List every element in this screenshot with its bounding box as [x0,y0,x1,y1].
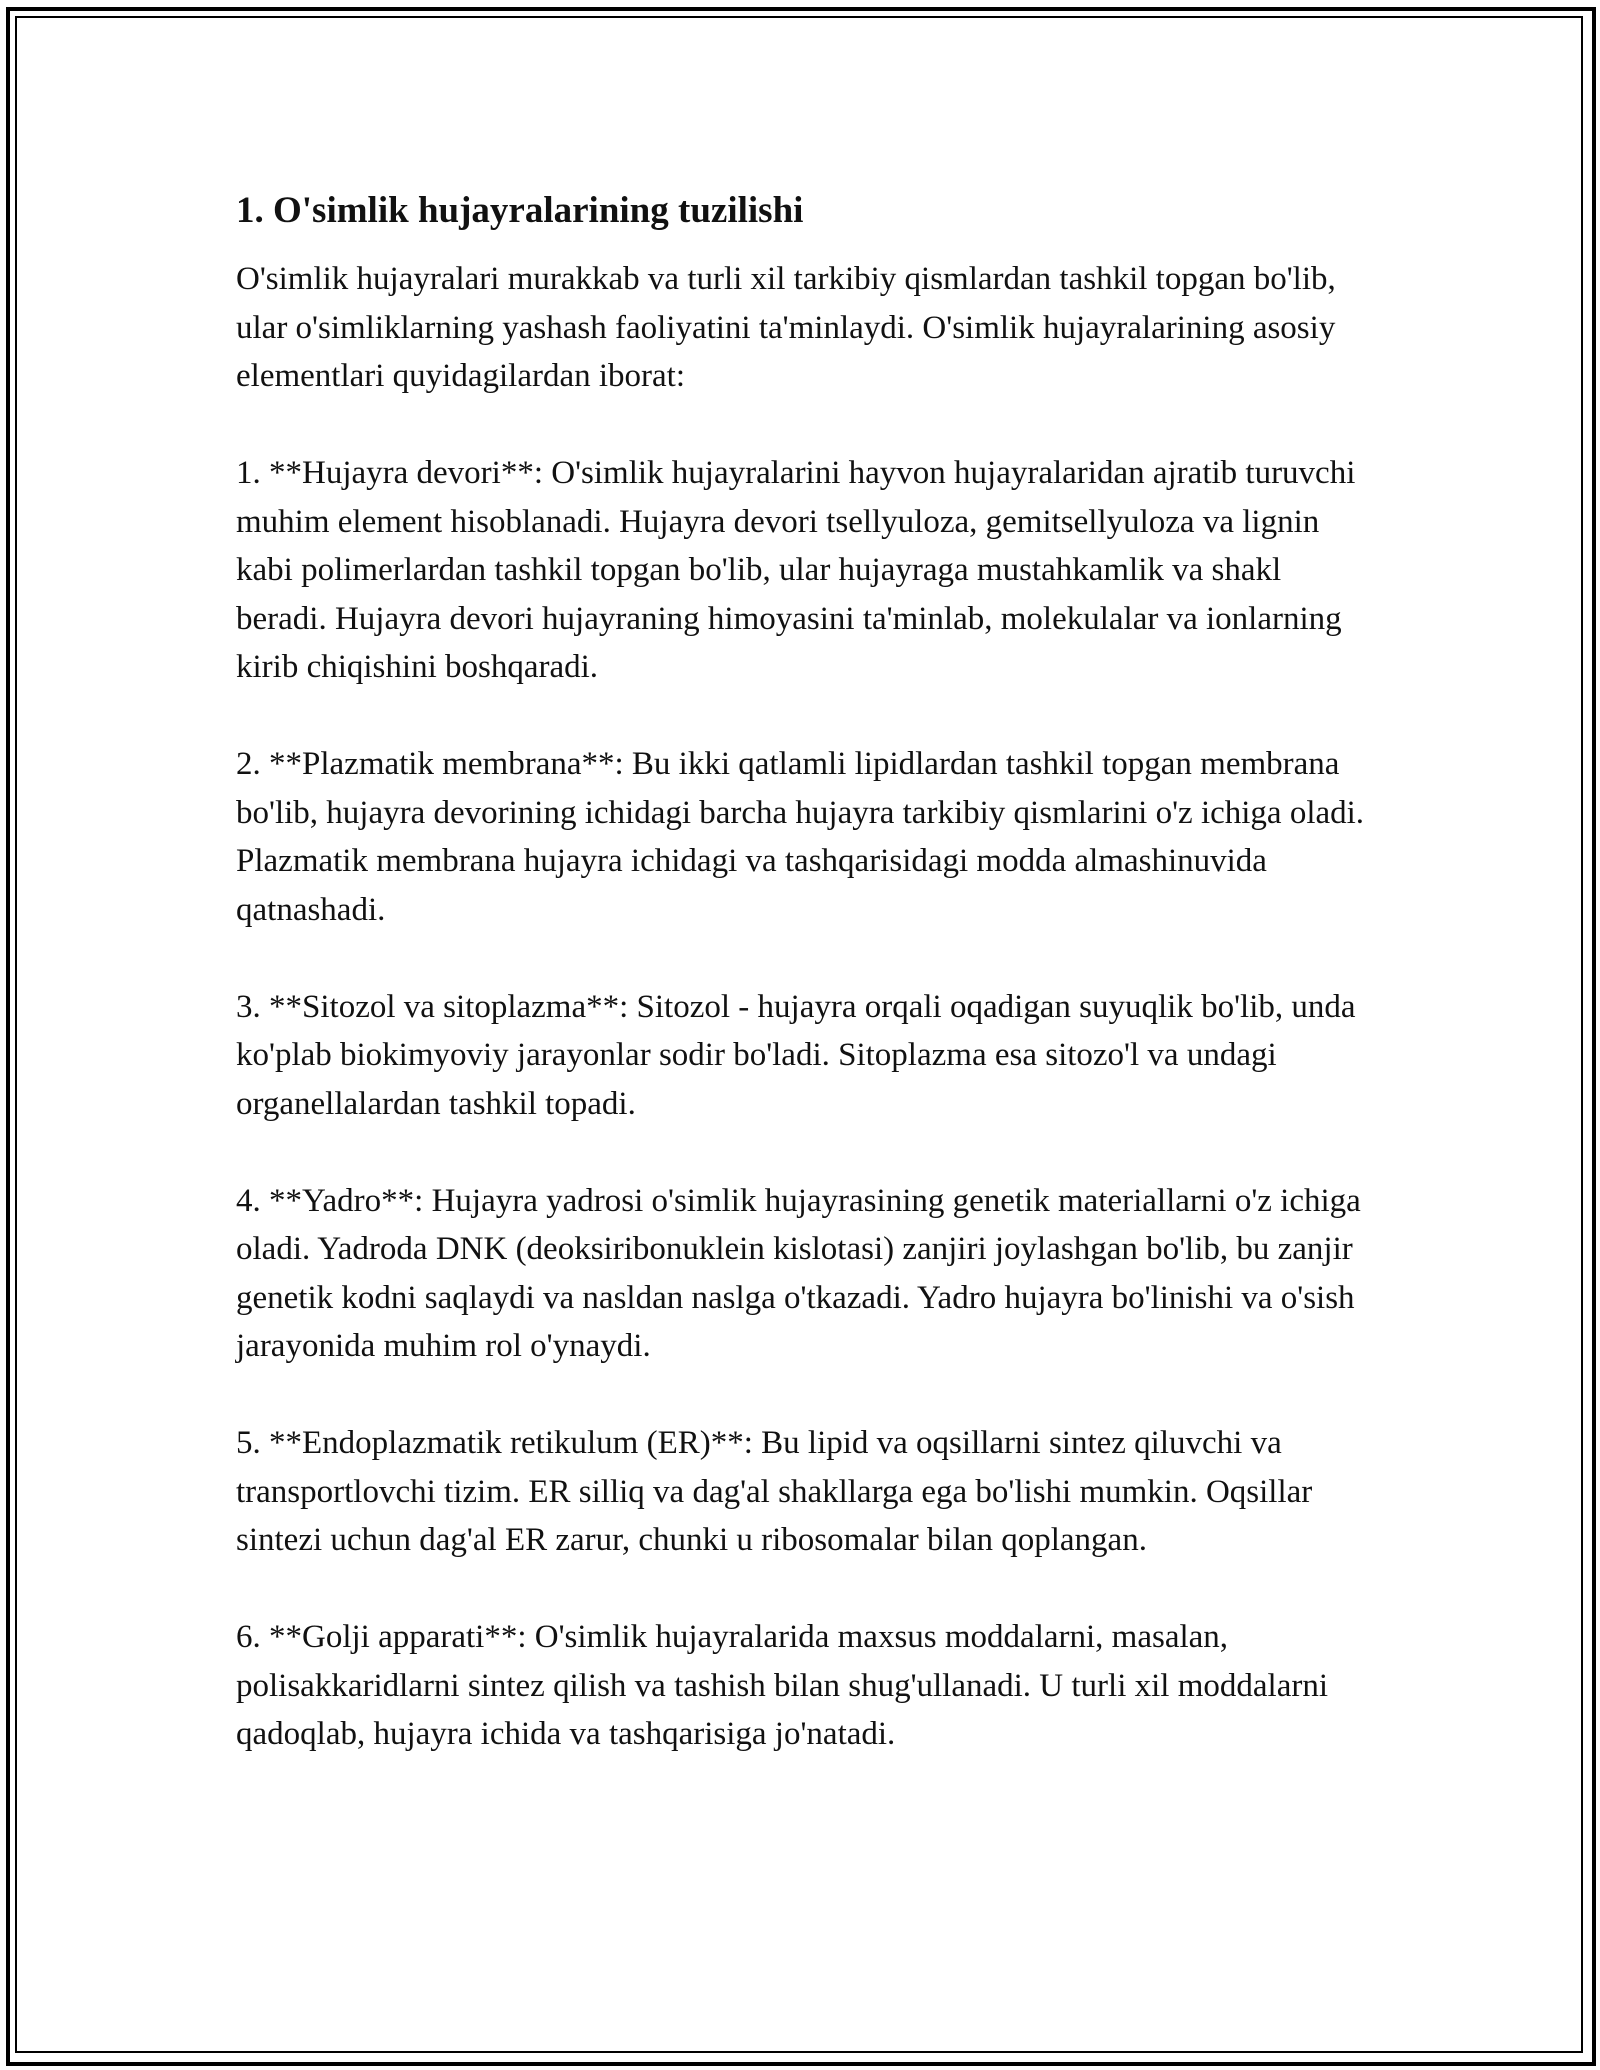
document-body [236,187,1366,1807]
intro-paragraph: O'simlik hujayralari murakkab va turli xil tarkibiy qismlardan tashkil topgan bo'lib, ular o'simliklarning yashash faoliyatini ta'minlaydi. O'simlik hujayralarining asosiy elementlari quyidagilardan iborat: [236,261,1336,394]
list-item-cytosol: 3. **Sitozol va sitoplazma**: Sitozol - hujayra orqali oqadigan suyuqlik bo'lib, unda ko'plab biokimyoviy jarayonlar sodir bo'ladi. Sitoplazma esa sitozo'l va undagi organellalardan tashkil topadi. [236,988,1356,1122]
section-title: 1. O'simlik hujayralarining tuzilishi [236,190,804,231]
list-item-nucleus: 4. **Yadro**: Hujayra yadrosi o'simlik hujayrasining genetik materiallarni o'z ichiga oladi. Yadroda DNK (deoksiribonuklein kislotasi) zanjiri joylashgan bo'lib, bu zanjir genetik kodni saqlaydi va nasldan naslga o'tkazadi. Yadro hujayra bo'linishi va o'sish jarayonida muhim rol o'ynaydi. [236,1182,1361,1364]
list-item-endoplasmic-reticulum: 5. **Endoplazmatik retikulum (ER)**: Bu lipid va oqsillarni sintez qiluvchi va transportlovchi tizim. ER silliq va dag'al shakllarga ega bo'lishi mumkin. Oqsillar sintezi uchun dag'al ER zarur, chunki u ribosomalar bilan qoplangan. [236,1425,1313,1558]
list-item-cell-wall: 1. **Hujayra devori**: O'simlik hujayralarini hayvon hujayralaridan ajratib turuvchi muhim element hisoblanadi. Hujayra devori tsellyuloza, gemitsellyuloza va lignin kabi polimerlardan tashkil topgan bo'lib, ular hujayraga mustahkamlik va shakl beradi. Hujayra devori hujayraning himoyasini ta'minlab, molekulalar va ionlarning kirib chiqishini boshqaradi. [236,455,1356,685]
list-item-plasma-membrane: 2. **Plazmatik membrana**: Bu ikki qatlamli lipidlardan tashkil topgan membrana bo'lib, hujayra devorining ichidagi barcha hujayra tarkibiy qismlarini o'z ichiga oladi. Plazmatik membrana hujayra ichidagi va tashqarisidagi modda almashinuvida qatnashadi. [236,746,1365,928]
list-item-golgi-apparatus: 6. **Golji apparati**: O'simlik hujayralarida maxsus moddalarni, masalan, polisakkaridlarni sintez qilish va tashish bilan shug'ullanadi. U turli xil moddalarni qadoqlab, hujayra ichida va tashqarisiga jo'natadi. [236,1619,1329,1752]
